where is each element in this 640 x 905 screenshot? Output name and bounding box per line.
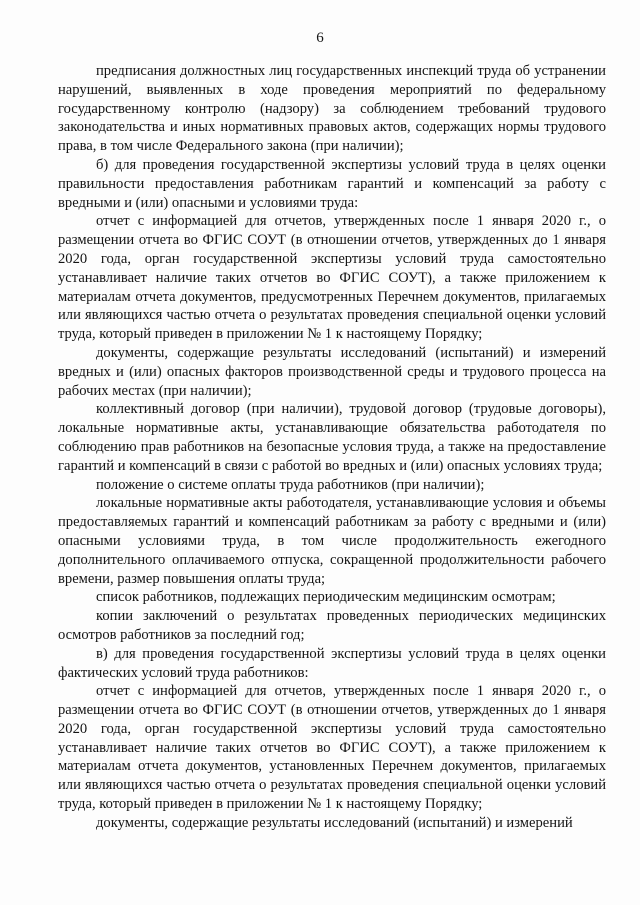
paragraph-3: отчет с информацией для отчетов, утвержденных после 1 января 2020 г., о размещении отчета во ФГИС СОУТ (в отношении отчетов, утвержденных до 1 января 2020 года, орган государственной экспертизы условий труда самостоятельно устанавливает наличие таких отчетов во ФГИС СОУТ), а также приложением к материалам отчета документов, предусмотренных Перечнем документов, прилагаемых или являющихся частью отчета о результатах проведения специальной оценки условий труда, который приведен в приложении № 1 к настоящему Порядку;	[58, 213, 606, 343]
paragraph-12: документы, содержащие результаты исследований (испытаний) и измерений	[96, 814, 573, 831]
paragraph-1: предписания должностных лиц государственных инспекций труда об устранении нарушений, выявленных в ходе проведения мероприятий по федеральному государственному контролю (надзору) за соблюдением требований трудового законодательства и иных нормативных правовых актов, содержащих нормы трудового права, в том числе Федерального закона (при наличии);	[58, 63, 606, 155]
paragraph-6: положение о системе оплаты труда работников (при наличии);	[96, 476, 485, 493]
paragraph-7: локальные нормативные акты работодателя, устанавливающие условия и объемы предоставляемых гарантий и компенсаций работникам за работу с вредными и (или) опасными условиями труда, в том числе продолжительность ежегодного дополнительного оплачиваемого отпуска, сокращенной продолжительности рабочего времени, размер повышения оплаты труда;	[58, 495, 606, 587]
paragraph-4: документы, содержащие результаты исследований (испытаний) и измерений вредных и (или) опасных факторов производственной среды и трудового процесса на рабочих местах (при наличии);	[58, 344, 606, 399]
document-body	[58, 62, 606, 833]
paragraph-8: список работников, подлежащих периодическим медицинским осмотрам;	[96, 589, 556, 606]
paragraph-5: коллективный договор (при наличии), трудовой договор (трудовые договоры), локальные нормативные акты, устанавливающие обязательства работодателя по соблюдению прав работников на безопасные условия труда, а также на предоставление гарантий и компенсаций в связи с работой во вредных и (или) опасных условиях труда;	[58, 401, 606, 474]
page-number: 6	[316, 30, 324, 46]
paragraph-11: отчет с информацией для отчетов, утвержденных после 1 января 2020 г., о размещении отчета во ФГИС СОУТ (в отношении отчетов, утвержденных до 1 января 2020 года, орган государственной экспертизы условий труда самостоятельно устанавливает наличие таких отчетов во ФГИС СОУТ), а также приложением к материалам отчета документов, установленных Перечнем документов, прилагаемых или являющихся частью отчета о результатах проведения специальной оценки условий труда, который приведен в приложении № 1 к настоящему Порядку;	[58, 683, 606, 813]
paragraph-9: копии заключений о результатах проведенных периодических медицинских осмотров работников за последний год;	[58, 608, 606, 643]
paragraph-10: в) для проведения государственной экспертизы условий труда в целях оценки фактических условий труда работников:	[58, 645, 606, 681]
paragraph-2: б) для проведения государственной экспертизы условий труда в целях оценки правильности предоставления работникам гарантий и компенсаций за работу с вредными и (или) опасными и условиями труда:	[58, 156, 606, 211]
